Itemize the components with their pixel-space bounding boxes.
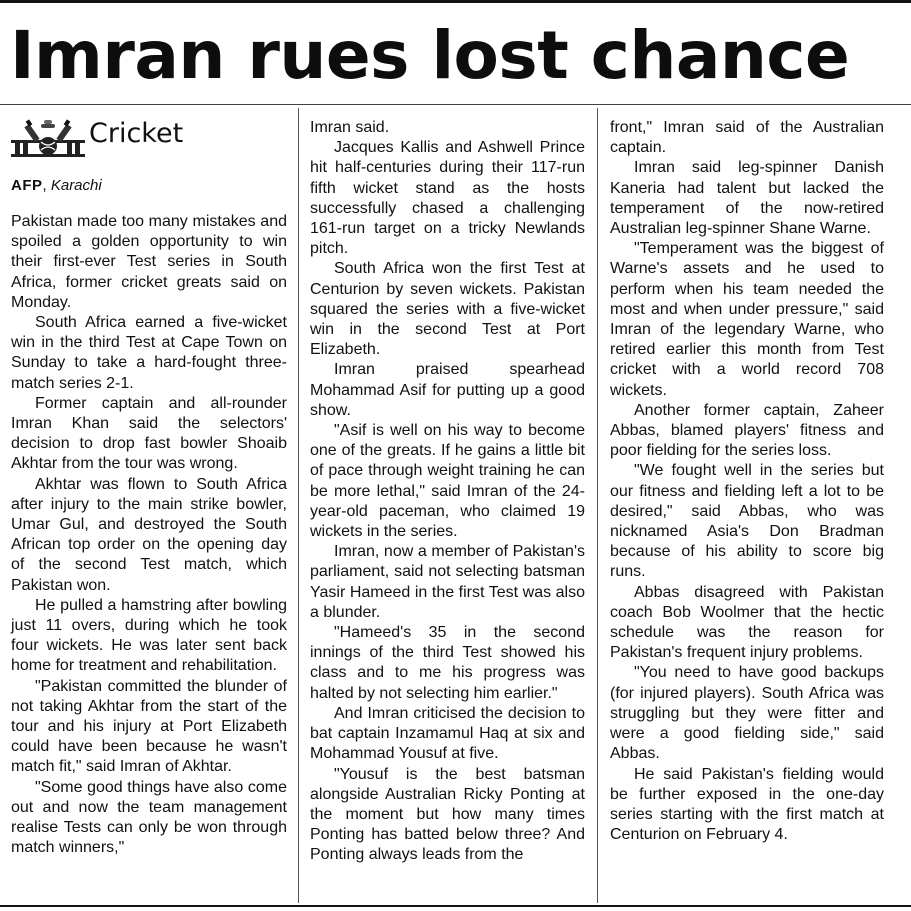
article-column-2 xyxy=(310,118,585,866)
byline-source: AFP xyxy=(11,177,43,194)
paragraph: "You need to have good backups (for injured players). South Africa was struggling but they were fitter and were a good fielding side," said Abbas. xyxy=(610,664,884,763)
column-1-body xyxy=(11,212,287,859)
byline: AFP, Karachi xyxy=(11,177,102,194)
top-rule xyxy=(0,0,911,3)
paragraph: Former captain and all-rounder Imran Khan said the selectors' decision to drop fast bowler Shoaib Akhtar from the tour was wrong. xyxy=(11,394,287,473)
paragraph: He said Pakistan's fielding would be further exposed in the one-day series starting with the first match at Centurion on February 4. xyxy=(610,765,884,844)
paragraph: Abbas disagreed with Pakistan coach Bob Woolmer that the hectic schedule was the reason for Pakistan's frequent injury problems. xyxy=(610,583,884,662)
paragraph: "Pakistan committed the blunder of not taking Akhtar from the start of the tour and his injury at Port Elizabeth could have been because he wasn't match fit," said Imran of Akhtar. xyxy=(11,677,287,776)
bottom-rule xyxy=(0,905,911,907)
paragraph: Imran, now a member of Pakistan's parliament, said not selecting batsman Yasir Hameed in the first Test was also a blunder. xyxy=(310,543,585,621)
paragraph: Jacques Kallis and Ashwell Prince hit half-centuries during their 117-run fifth wicket stand as the hosts successfully chased a challenging 161-run target on a tricky Newlands pitch. xyxy=(310,139,585,258)
article-column-3 xyxy=(610,118,884,845)
paragraph: He pulled a hamstring after bowling just 11 overs, during which he took four wickets. He was later sent back home for treatment and rehabilitation. xyxy=(11,596,287,675)
paragraph: "Asif is well on his way to become one of the greats. If he gains a little bit of pace through weight training he can be more lethal," said Imran of the 24-year-old paceman, who claimed 19 wickets in the series. xyxy=(310,422,585,541)
byline-location: Karachi xyxy=(50,177,102,194)
paragraph: Imran said. xyxy=(310,119,390,136)
section-label: Cricket xyxy=(89,118,184,149)
column-divider xyxy=(597,108,598,903)
paragraph: And Imran criticised the decision to bat captain Inzamamul Haq at six and Mohammad Yousuf at five. xyxy=(310,704,585,763)
headline-rule xyxy=(0,104,911,105)
paragraph: Another former captain, Zaheer Abbas, blamed players' fitness and poor fielding for the series loss. xyxy=(610,401,884,460)
paragraph: "Temperament was the biggest of Warne's assets and he used to perform when his team needed the most and when under pressure," said Imran of the legendary Warne, who retired earlier this month from Test cricket with a world record 708 wickets. xyxy=(610,240,884,399)
paragraph: Pakistan made too many mistakes and spoiled a golden opportunity to win their first-ever Test series in South Africa, former cricket greats said on Monday. xyxy=(11,213,287,311)
headline: Imran rues lost chance xyxy=(10,17,850,94)
paragraph: "Some good things have also come out and now the team management realise Tests can only be won through match winners," xyxy=(11,778,287,857)
paragraph: South Africa earned a five-wicket win in the third Test at Cape Town on Sunday to take a hard-fought three-match series 2-1. xyxy=(11,314,287,392)
paragraph: "Yousuf is the best batsman alongside Australian Ricky Ponting at the moment but how many times Ponting has batted below three? And Ponting always leads from the xyxy=(310,765,585,864)
paragraph: front," Imran said of the Australian captain. xyxy=(610,119,884,157)
paragraph: "Hameed's 35 in the second innings of the third Test showed his class and to me his progress was halted by not selecting him earlier." xyxy=(310,624,585,702)
paragraph: "We fought well in the series but our fitness and fielding left a lot to be desired," said Abbas, who was nicknamed Asia's Don Bradman because of his ability to score big runs. xyxy=(610,462,884,581)
paragraph: Imran praised spearhead Mohammad Asif for putting up a good show. xyxy=(310,361,585,419)
paragraph: Akhtar was flown to South Africa after injury to the main strike bowler, Umar Gul, and destroyed the South African top order on the opening day of the second Test match, which Pakistan won. xyxy=(11,475,287,594)
column-divider xyxy=(298,108,299,903)
section-kicker xyxy=(11,118,287,158)
paragraph: South Africa won the first Test at Centurion by seven wickets. Pakistan squared the series with a five-wicket win in the second Test at Port Elizabeth. xyxy=(310,260,585,359)
cricket-gear-icon xyxy=(11,118,85,158)
paragraph: Imran said leg-spinner Danish Kaneria had talent but lacked the temperament of the now-retired Australian leg-spinner Shane Warne. xyxy=(610,159,884,238)
